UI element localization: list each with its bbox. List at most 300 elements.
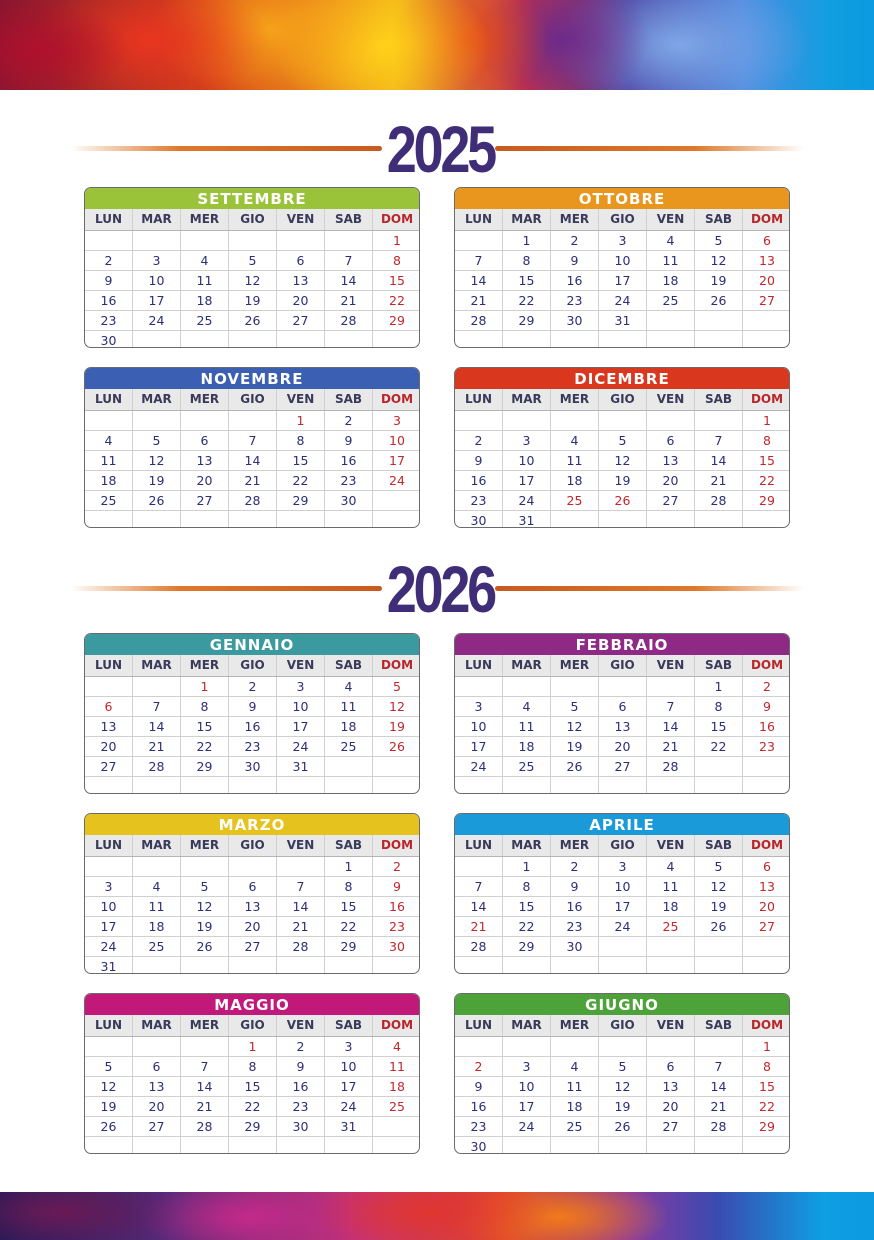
day-cell: 12 <box>551 717 599 736</box>
day-cell: 31 <box>325 1117 373 1136</box>
day-cell: 29 <box>181 757 229 776</box>
day-cell: 16 <box>85 291 133 310</box>
week-row <box>455 1077 789 1097</box>
weekday-label: DOM <box>750 658 784 672</box>
day-cell <box>181 1037 229 1056</box>
day-cell: 11 <box>503 717 551 736</box>
week-row <box>455 937 789 957</box>
day-cell: 4 <box>503 697 551 716</box>
day-cell <box>373 1137 420 1154</box>
day-cell: 21 <box>277 917 325 936</box>
day-cell: 17 <box>133 291 181 310</box>
week-row <box>455 1097 789 1117</box>
day-cell: 17 <box>85 917 133 936</box>
month-title: NOVEMBRE <box>85 368 419 389</box>
day-cell <box>229 1137 277 1154</box>
day-cell: 31 <box>599 311 647 330</box>
day-cell <box>181 411 229 430</box>
day-cell: 7 <box>695 1057 743 1076</box>
day-cell: 13 <box>647 1077 695 1096</box>
day-cell: 14 <box>277 897 325 916</box>
day-cell <box>133 677 181 696</box>
day-cell: 6 <box>85 697 133 716</box>
day-cell <box>181 857 229 876</box>
weekday-label: MAR <box>133 835 181 856</box>
day-cell: 8 <box>763 1059 771 1074</box>
day-cell <box>599 777 647 794</box>
day-cell: 11 <box>133 897 181 916</box>
day-cell: 1 <box>763 1039 771 1054</box>
day-cell: 16 <box>455 1097 503 1116</box>
day-cell: 20 <box>229 917 277 936</box>
day-cell <box>455 777 503 794</box>
weekday-label: DOM <box>380 838 414 852</box>
year-title: 2025 <box>386 112 494 186</box>
day-cell <box>455 957 503 974</box>
day-cell: 20 <box>759 899 775 914</box>
weekday-label: MER <box>181 1015 229 1036</box>
day-cell: 21 <box>695 1097 743 1116</box>
day-cell: 9 <box>229 697 277 716</box>
weekday-label: MER <box>551 655 599 676</box>
weekday-label: LUN <box>455 389 503 410</box>
day-cell <box>325 777 373 794</box>
day-cell: 13 <box>181 451 229 470</box>
day-cell: 23 <box>455 1117 503 1136</box>
day-cell: 27 <box>229 937 277 956</box>
week-row <box>85 311 419 331</box>
weekday-label: SAB <box>695 835 743 856</box>
day-cell: 3 <box>325 1037 373 1056</box>
week-row <box>85 471 419 491</box>
day-cell: 13 <box>647 451 695 470</box>
weekday-label: DOM <box>750 838 784 852</box>
day-cell <box>277 857 325 876</box>
weekday-label: LUN <box>455 209 503 230</box>
day-cell <box>599 511 647 528</box>
day-cell <box>373 331 420 348</box>
day-cell: 1 <box>695 677 743 696</box>
day-cell: 17 <box>599 897 647 916</box>
week-row <box>85 877 419 897</box>
day-cell <box>503 1137 551 1154</box>
day-cell: 16 <box>551 271 599 290</box>
day-cell: 25 <box>325 737 373 756</box>
day-cell: 10 <box>325 1057 373 1076</box>
week-row <box>85 511 419 528</box>
month-title: OTTOBRE <box>455 188 789 209</box>
day-cell <box>695 311 743 330</box>
day-cell: 9 <box>393 879 401 894</box>
weekday-label: SAB <box>695 389 743 410</box>
weekday-label: VEN <box>647 209 695 230</box>
day-cell: 22 <box>389 293 405 308</box>
week-row <box>455 737 789 757</box>
weekday-label: LUN <box>85 655 133 676</box>
day-cell <box>455 1037 503 1056</box>
day-cell <box>325 331 373 348</box>
weekday-label: MER <box>551 209 599 230</box>
day-cell: 11 <box>325 697 373 716</box>
day-cell <box>277 957 325 974</box>
day-cell <box>503 331 551 348</box>
weekday-label: MAR <box>503 1015 551 1036</box>
day-cell: 15 <box>503 271 551 290</box>
week-row <box>455 311 789 331</box>
day-cell: 6 <box>763 233 771 248</box>
day-cell: 18 <box>325 717 373 736</box>
month-calendar-gennaio <box>84 633 420 794</box>
day-cell: 29 <box>277 491 325 510</box>
day-cell: 31 <box>85 957 133 974</box>
weekday-header <box>85 389 419 411</box>
day-cell <box>455 857 503 876</box>
day-cell: 9 <box>85 271 133 290</box>
week-row <box>85 737 419 757</box>
day-cell <box>229 957 277 974</box>
day-cell: 26 <box>695 291 743 310</box>
week-row <box>455 471 789 491</box>
day-cell <box>325 511 373 528</box>
weekday-label: VEN <box>277 209 325 230</box>
day-cell: 13 <box>229 897 277 916</box>
week-row <box>85 251 419 271</box>
day-cell: 10 <box>599 251 647 270</box>
weekday-label: MER <box>181 655 229 676</box>
weekday-header <box>455 209 789 231</box>
week-row <box>455 1137 789 1154</box>
day-cell <box>229 331 277 348</box>
weekday-label: DOM <box>750 1018 784 1032</box>
day-cell: 8 <box>277 431 325 450</box>
day-cell: 23 <box>325 471 373 490</box>
weekday-header <box>85 655 419 677</box>
day-cell: 19 <box>133 471 181 490</box>
day-cell <box>599 677 647 696</box>
week-row <box>455 451 789 471</box>
day-cell: 18 <box>85 471 133 490</box>
week-row <box>455 677 789 697</box>
day-cell: 8 <box>695 697 743 716</box>
day-cell: 1 <box>181 677 229 696</box>
day-cell: 3 <box>599 231 647 250</box>
day-cell <box>551 677 599 696</box>
week-row <box>455 957 789 974</box>
week-row <box>455 491 789 511</box>
day-cell: 20 <box>647 1097 695 1116</box>
day-cell <box>743 957 790 974</box>
weekday-label: LUN <box>455 655 503 676</box>
day-cell: 9 <box>551 877 599 896</box>
weekday-label: MER <box>551 389 599 410</box>
day-cell: 3 <box>503 431 551 450</box>
day-cell: 2 <box>763 679 771 694</box>
week-row <box>455 251 789 271</box>
day-cell: 8 <box>763 433 771 448</box>
day-cell <box>551 1137 599 1154</box>
day-cell: 21 <box>455 917 503 936</box>
day-cell: 8 <box>229 1057 277 1076</box>
day-cell <box>695 1037 743 1056</box>
day-cell: 24 <box>503 1117 551 1136</box>
day-cell: 4 <box>551 431 599 450</box>
day-cell <box>133 857 181 876</box>
weekday-label: MER <box>181 209 229 230</box>
day-cell: 5 <box>133 431 181 450</box>
week-row <box>455 1037 789 1057</box>
day-cell: 11 <box>85 451 133 470</box>
day-cell: 11 <box>647 877 695 896</box>
day-cell: 26 <box>695 917 743 936</box>
day-cell: 5 <box>85 1057 133 1076</box>
day-cell <box>503 957 551 974</box>
day-cell <box>133 331 181 348</box>
day-cell: 24 <box>133 311 181 330</box>
day-cell: 26 <box>551 757 599 776</box>
day-cell: 4 <box>393 1039 401 1054</box>
day-cell: 28 <box>133 757 181 776</box>
day-cell <box>133 1137 181 1154</box>
day-cell: 26 <box>229 311 277 330</box>
day-cell: 11 <box>551 451 599 470</box>
day-cell: 21 <box>695 471 743 490</box>
weekday-label: GIO <box>229 389 277 410</box>
day-cell: 28 <box>325 311 373 330</box>
day-cell: 20 <box>133 1097 181 1116</box>
weekday-label: DOM <box>380 392 414 406</box>
week-row <box>85 937 419 957</box>
day-cell: 2 <box>277 1037 325 1056</box>
weekday-label: LUN <box>85 209 133 230</box>
month-calendar-marzo <box>84 813 420 974</box>
weekday-label: MAR <box>133 655 181 676</box>
day-cell <box>181 957 229 974</box>
weekday-label: DOM <box>380 658 414 672</box>
day-cell <box>373 511 420 528</box>
day-cell: 14 <box>647 717 695 736</box>
day-cell: 15 <box>181 717 229 736</box>
day-cell: 17 <box>325 1077 373 1096</box>
day-cell <box>599 937 647 956</box>
weekday-label: DOM <box>750 392 784 406</box>
day-cell: 27 <box>133 1117 181 1136</box>
week-row <box>455 697 789 717</box>
day-cell <box>695 331 743 348</box>
day-cell: 18 <box>551 1097 599 1116</box>
day-cell: 12 <box>695 251 743 270</box>
day-cell: 19 <box>85 1097 133 1116</box>
day-cell: 13 <box>759 253 775 268</box>
month-title: GENNAIO <box>85 634 419 655</box>
day-cell <box>647 777 695 794</box>
day-cell: 6 <box>229 877 277 896</box>
day-cell: 20 <box>647 471 695 490</box>
week-row <box>85 1057 419 1077</box>
day-cell: 3 <box>599 857 647 876</box>
day-cell: 16 <box>277 1077 325 1096</box>
day-cell: 19 <box>389 719 405 734</box>
day-cell: 19 <box>229 291 277 310</box>
day-cell: 6 <box>133 1057 181 1076</box>
day-cell: 29 <box>503 311 551 330</box>
year-header-2025 <box>70 114 804 184</box>
day-cell: 19 <box>551 737 599 756</box>
day-cell <box>503 777 551 794</box>
week-row <box>85 1037 419 1057</box>
day-cell: 23 <box>455 491 503 510</box>
week-row <box>455 877 789 897</box>
month-calendar-dicembre <box>454 367 790 528</box>
day-cell <box>599 331 647 348</box>
weekday-label: MER <box>551 1015 599 1036</box>
week-row <box>85 331 419 348</box>
day-cell <box>373 757 420 776</box>
year-rule-right <box>495 146 804 151</box>
weekday-label: GIO <box>229 1015 277 1036</box>
day-cell: 19 <box>695 271 743 290</box>
day-cell: 2 <box>455 1057 503 1076</box>
day-cell <box>133 231 181 250</box>
day-cell: 26 <box>85 1117 133 1136</box>
week-row <box>85 451 419 471</box>
day-cell: 7 <box>455 251 503 270</box>
day-cell: 3 <box>503 1057 551 1076</box>
day-cell: 10 <box>133 271 181 290</box>
weekday-header <box>85 1015 419 1037</box>
day-cell: 21 <box>133 737 181 756</box>
day-cell: 25 <box>551 1117 599 1136</box>
day-cell: 16 <box>759 719 775 734</box>
week-row <box>455 757 789 777</box>
day-cell: 12 <box>181 897 229 916</box>
day-cell: 16 <box>325 451 373 470</box>
day-cell: 22 <box>759 1099 775 1114</box>
day-cell: 31 <box>503 511 551 528</box>
day-cell: 30 <box>277 1117 325 1136</box>
week-row <box>85 1137 419 1154</box>
weekday-label: VEN <box>647 835 695 856</box>
day-cell <box>85 777 133 794</box>
weekday-label: SAB <box>325 835 373 856</box>
day-cell: 13 <box>277 271 325 290</box>
day-cell: 15 <box>759 453 775 468</box>
day-cell: 18 <box>647 271 695 290</box>
day-cell: 9 <box>325 431 373 450</box>
day-cell: 25 <box>551 491 599 510</box>
weekday-header <box>455 389 789 411</box>
day-cell <box>229 511 277 528</box>
day-cell: 14 <box>181 1077 229 1096</box>
day-cell: 3 <box>133 251 181 270</box>
year-header-2026 <box>70 554 804 624</box>
day-cell <box>85 411 133 430</box>
day-cell: 27 <box>647 491 695 510</box>
month-calendar-maggio <box>84 993 420 1154</box>
day-cell: 7 <box>181 1057 229 1076</box>
day-cell: 28 <box>277 937 325 956</box>
week-row <box>455 331 789 348</box>
day-cell: 21 <box>181 1097 229 1116</box>
day-cell: 9 <box>455 1077 503 1096</box>
day-cell: 4 <box>181 251 229 270</box>
week-row <box>85 271 419 291</box>
day-cell <box>743 1137 790 1154</box>
day-cell: 27 <box>277 311 325 330</box>
day-cell <box>743 757 790 776</box>
day-cell: 1 <box>229 1037 277 1056</box>
weekday-label: GIO <box>229 835 277 856</box>
week-row <box>455 917 789 937</box>
day-cell: 30 <box>325 491 373 510</box>
weekday-label: VEN <box>647 389 695 410</box>
day-cell <box>647 311 695 330</box>
day-cell: 24 <box>277 737 325 756</box>
day-cell: 3 <box>455 697 503 716</box>
day-cell: 4 <box>325 677 373 696</box>
day-cell <box>551 777 599 794</box>
day-cell: 25 <box>647 917 695 936</box>
month-calendar-febbraio <box>454 633 790 794</box>
weekday-label: LUN <box>85 835 133 856</box>
day-cell: 15 <box>229 1077 277 1096</box>
month-title: DICEMBRE <box>455 368 789 389</box>
day-cell: 17 <box>599 271 647 290</box>
day-cell: 11 <box>647 251 695 270</box>
day-cell: 10 <box>503 451 551 470</box>
weekday-label: DOM <box>750 212 784 226</box>
day-cell <box>277 777 325 794</box>
day-cell <box>277 1137 325 1154</box>
week-row <box>85 1117 419 1137</box>
day-cell: 28 <box>181 1117 229 1136</box>
day-cell <box>743 937 790 956</box>
day-cell <box>743 331 790 348</box>
day-cell <box>455 411 503 430</box>
day-cell: 5 <box>695 857 743 876</box>
day-cell: 27 <box>647 1117 695 1136</box>
weekday-label: MAR <box>133 1015 181 1036</box>
day-cell <box>373 957 420 974</box>
day-cell: 9 <box>455 451 503 470</box>
day-cell: 14 <box>455 271 503 290</box>
day-cell <box>85 1037 133 1056</box>
day-cell <box>229 231 277 250</box>
day-cell: 3 <box>393 413 401 428</box>
weekday-label: SAB <box>325 389 373 410</box>
day-cell: 30 <box>551 311 599 330</box>
day-cell: 2 <box>551 231 599 250</box>
day-cell <box>647 677 695 696</box>
bottom-decorative-banner <box>0 1192 874 1240</box>
weekday-label: GIO <box>599 389 647 410</box>
day-cell <box>695 777 743 794</box>
month-calendar-novembre <box>84 367 420 528</box>
day-cell <box>695 957 743 974</box>
day-cell: 23 <box>277 1097 325 1116</box>
day-cell: 2 <box>85 251 133 270</box>
day-cell: 25 <box>85 491 133 510</box>
day-cell: 20 <box>599 737 647 756</box>
weekday-header <box>85 835 419 857</box>
day-cell: 14 <box>229 451 277 470</box>
day-cell <box>599 411 647 430</box>
day-cell: 29 <box>503 937 551 956</box>
day-cell: 26 <box>389 739 405 754</box>
day-cell: 10 <box>455 717 503 736</box>
day-cell <box>743 311 790 330</box>
day-cell: 13 <box>133 1077 181 1096</box>
weekday-label: VEN <box>647 655 695 676</box>
